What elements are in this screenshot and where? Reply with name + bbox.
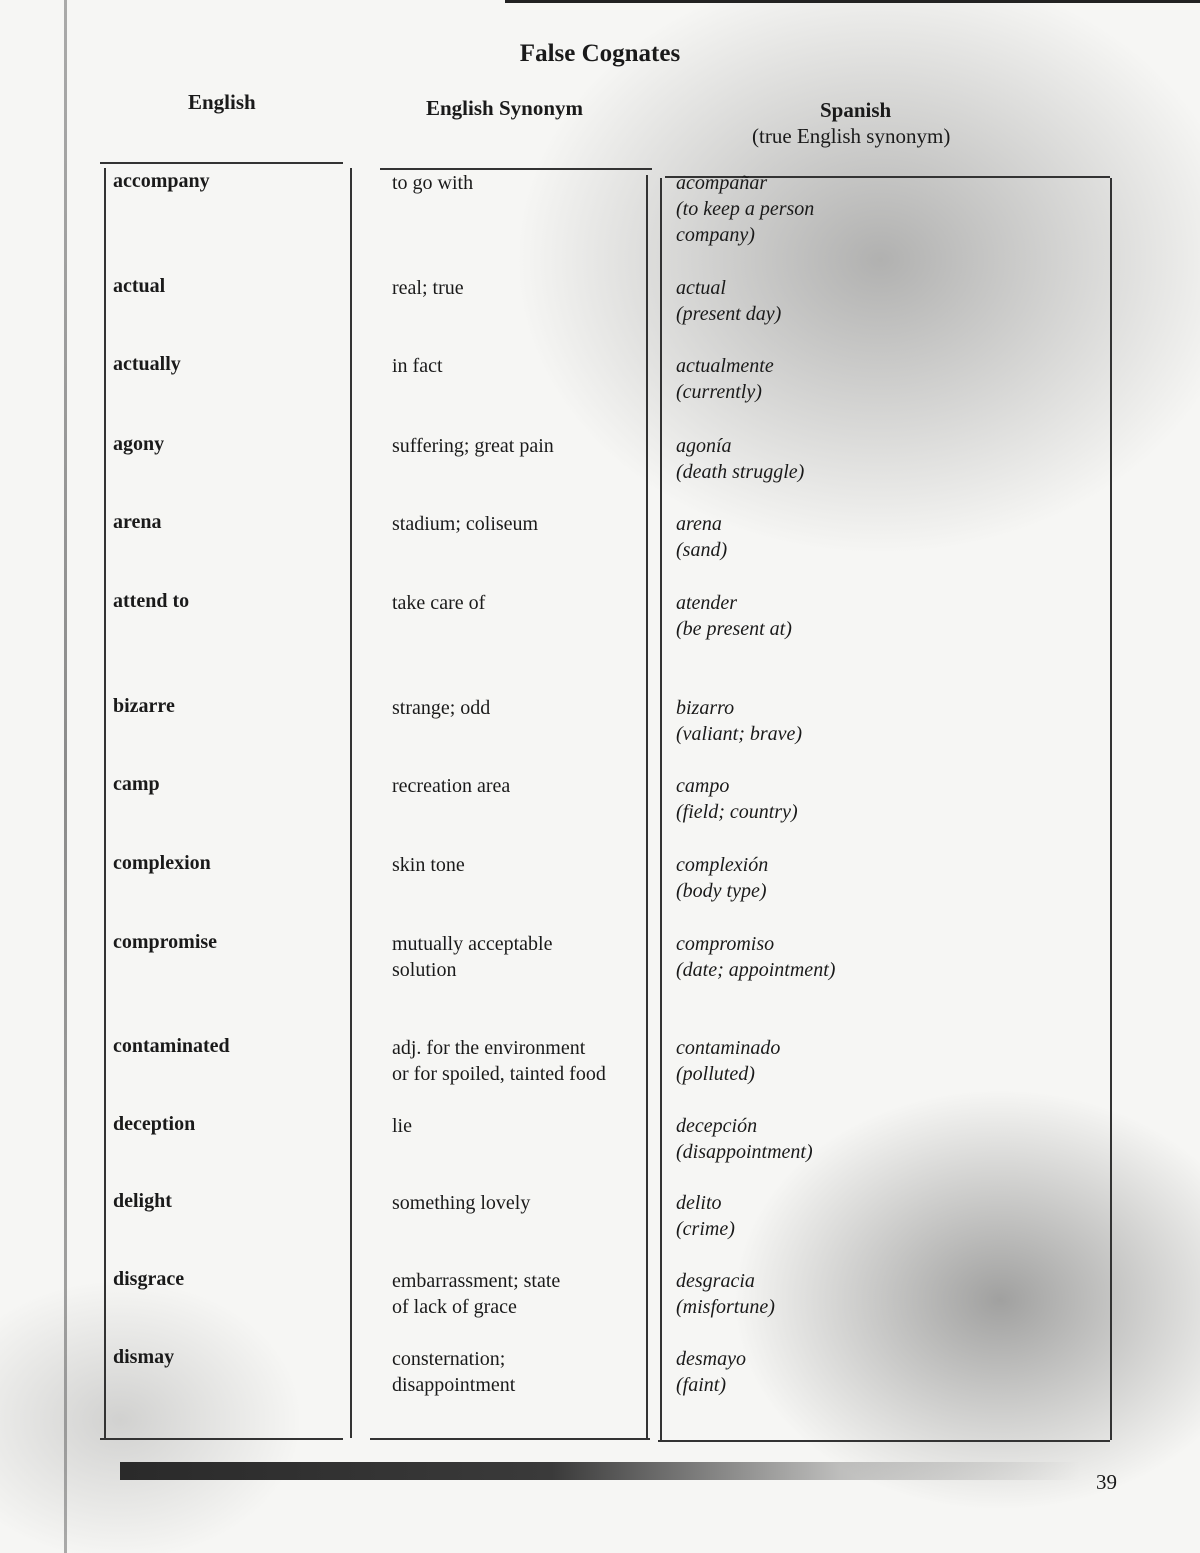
spanish-word: bizarro (valiant; brave) (676, 697, 803, 745)
spanish-word: campo (field; country) (676, 775, 798, 823)
header-synonym: English Synonym (426, 96, 583, 120)
english-synonym: in fact (392, 355, 443, 377)
header-english: English (188, 90, 256, 114)
spanish-word: complexión (body type) (676, 854, 769, 902)
english-synonym: suffering; great pain (392, 435, 554, 457)
english-word: dismay (113, 1346, 175, 1368)
spanish-word: actualmente (currently) (676, 355, 774, 403)
english-word: delight (113, 1190, 172, 1212)
page-title: False Cognates (519, 40, 681, 67)
english-word: compromise (113, 931, 218, 953)
header-spanish-subtitle: (true English synonym) (752, 124, 951, 148)
rule-bottom-synonym (370, 1438, 650, 1440)
english-word: actual (113, 275, 166, 297)
english-synonym: skin tone (392, 854, 465, 876)
english-word: arena (113, 511, 162, 533)
english-word: accompany (113, 170, 210, 192)
spanish-word: compromiso (date; appointment) (676, 933, 836, 981)
english-synonym: recreation area (392, 775, 511, 797)
scan-shadow-band (120, 1462, 1080, 1480)
english-synonym: consternation; disappointment (392, 1348, 516, 1396)
spanish-word: agonía (death struggle) (676, 435, 805, 483)
english-right-rule (350, 168, 352, 1438)
top-rule (505, 0, 1200, 3)
english-word: disgrace (113, 1268, 185, 1290)
english-synonym: strange; odd (392, 697, 491, 719)
english-word: actually (113, 353, 181, 375)
spanish-word: desmayo (faint) (676, 1348, 746, 1396)
english-word: deception (113, 1113, 196, 1135)
english-word: contaminated (113, 1035, 230, 1057)
english-synonym: embarrassment; state of lack of grace (392, 1270, 561, 1318)
spanish-word: contaminado (polluted) (676, 1037, 781, 1085)
spanish-word: actual (present day) (676, 277, 782, 325)
binding-edge (64, 0, 67, 1553)
english-synonym: adj. for the environment or for spoiled, tainted food (392, 1037, 606, 1085)
spanish-left-rule (660, 178, 662, 1440)
english-word: attend to (113, 590, 190, 612)
english-word: camp (113, 773, 160, 795)
english-synonym: mutually acceptable solution (392, 933, 553, 981)
english-synonym: to go with (392, 172, 474, 194)
english-synonym: take care of (392, 592, 486, 614)
rule-bottom-spanish (658, 1440, 1110, 1442)
english-synonym: lie (392, 1115, 412, 1137)
english-word: complexion (113, 852, 211, 874)
english-synonym: something lovely (392, 1192, 531, 1214)
spanish-word: acompañar (to keep a person company) (676, 172, 815, 246)
spanish-word: delito (crime) (676, 1192, 735, 1240)
header-spanish: Spanish (820, 98, 892, 122)
rule-top-english (100, 162, 343, 164)
english-synonym: real; true (392, 277, 464, 299)
english-word: agony (113, 433, 165, 455)
rule-bottom-english (100, 1438, 343, 1440)
spanish-word: atender (be present at) (676, 592, 792, 640)
spanish-word: decepción (disappointment) (676, 1115, 813, 1163)
english-left-rule (104, 168, 106, 1438)
spanish-word: arena (sand) (676, 513, 728, 561)
synonym-right-rule (646, 175, 648, 1440)
english-synonym: stadium; coliseum (392, 513, 539, 535)
english-word: bizarre (113, 695, 175, 717)
spanish-right-rule (1110, 178, 1112, 1440)
page-number: 39 (1096, 1470, 1117, 1494)
spanish-word: desgracia (misfortune) (676, 1270, 775, 1318)
